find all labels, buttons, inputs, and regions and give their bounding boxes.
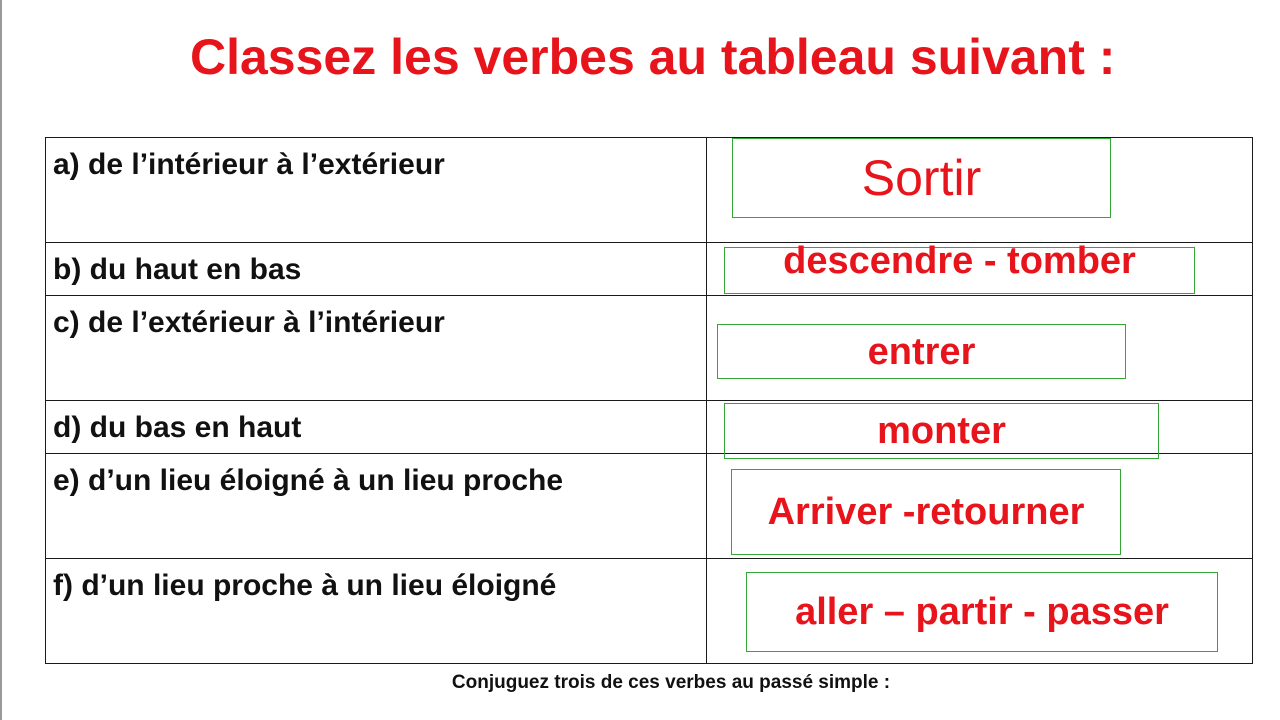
- table-row: [46, 138, 1253, 243]
- answer-box: [724, 403, 1159, 459]
- answer-box: [724, 240, 1195, 294]
- table-row: [46, 454, 1253, 559]
- row-label: d) du bas en haut: [53, 411, 302, 444]
- table-row: [46, 559, 1253, 664]
- row-label: f) d’un lieu proche à un lieu éloigné: [53, 569, 557, 602]
- row-label: a) de l’intérieur à l’extérieur: [53, 148, 445, 181]
- answer-box: [717, 324, 1126, 379]
- answer-box: [732, 138, 1111, 218]
- conjugation-instruction: Conjuguez trois de ces verbes au passé simple :: [451, 672, 891, 693]
- page-left-border: [0, 0, 2, 720]
- verb-classification-table: [45, 137, 1253, 663]
- table-row: [46, 243, 1253, 296]
- table-row: [46, 401, 1253, 454]
- answer-text: aller – partir - passer: [795, 591, 1169, 633]
- row-label: c) de l’extérieur à l’intérieur: [53, 306, 445, 339]
- answer-text: Arriver -retourner: [767, 491, 1085, 533]
- answer-text: Sortir: [861, 150, 982, 206]
- row-label: b) du haut en bas: [53, 253, 302, 286]
- row-label: e) d’un lieu éloigné à un lieu proche: [53, 464, 564, 497]
- answer-box: [746, 572, 1218, 652]
- answer-text: descendre - tomber: [783, 240, 1136, 282]
- exercise-title: Classez les verbes au tableau suivant :: [190, 29, 1116, 85]
- answer-box: [731, 469, 1121, 555]
- answer-text: monter: [877, 410, 1006, 452]
- table-row: [46, 296, 1253, 401]
- answer-text: entrer: [867, 330, 976, 373]
